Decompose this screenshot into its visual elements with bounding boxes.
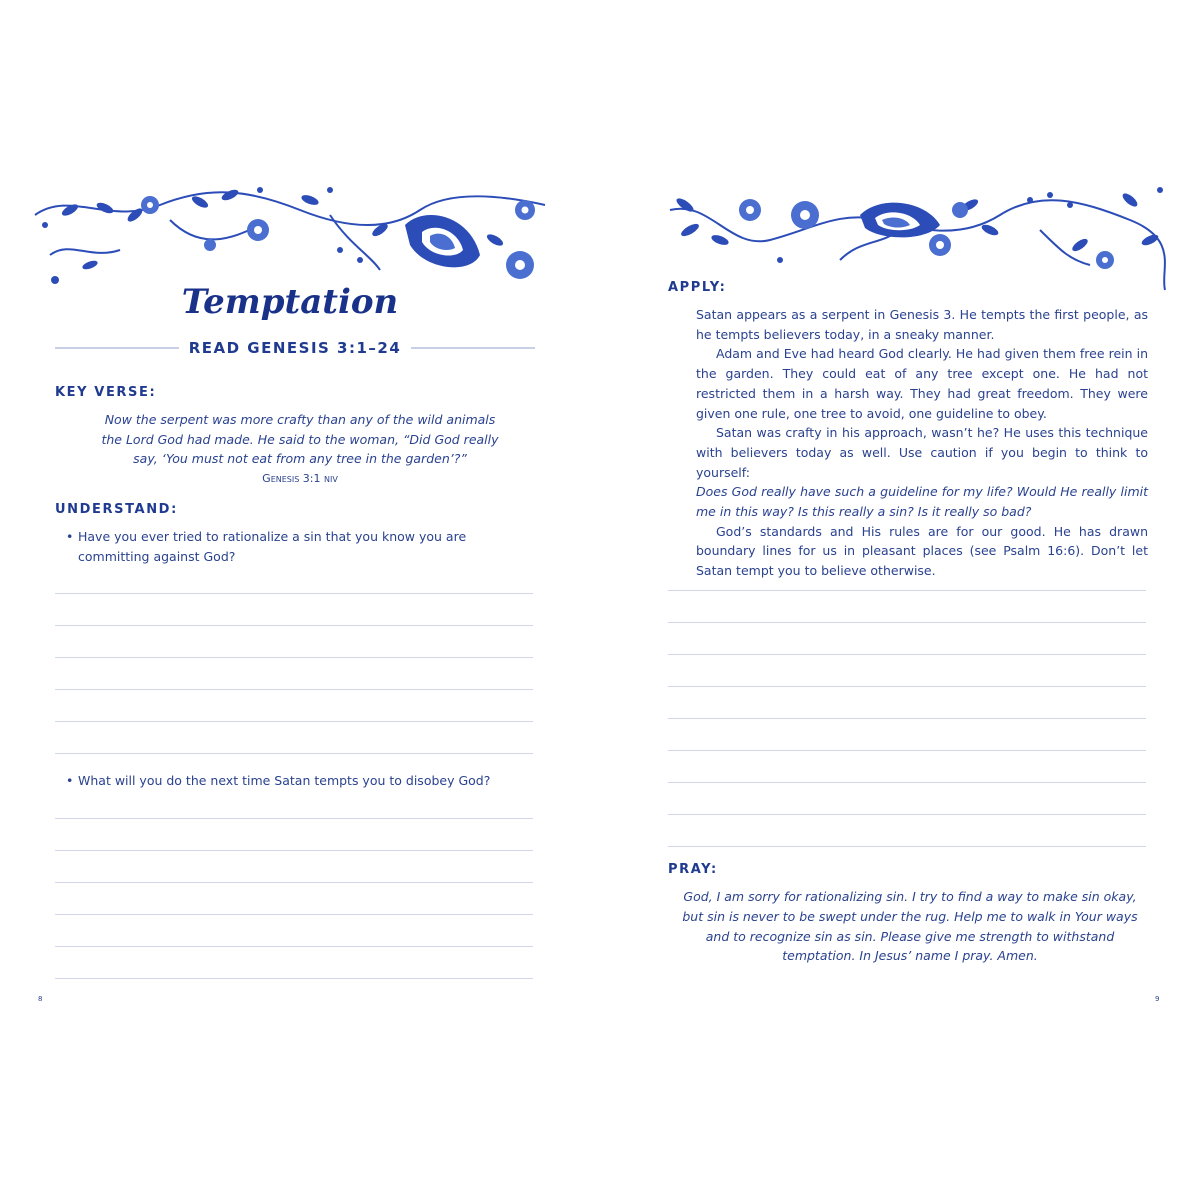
writing-line[interactable] [55,721,533,722]
key-verse-line: the Lord God had made. He said to the woman, “Did God really [101,431,499,447]
understand-heading: UNDERSTAND: [55,502,178,517]
apply-questions: Does God really have such a guideline for my life? Would He really limit me in this way? Is this really a sin? Is it really so bad? [696,484,1148,520]
writing-line[interactable] [668,846,1146,847]
writing-line[interactable] [668,814,1146,815]
writing-line[interactable] [55,978,533,979]
writing-line[interactable] [55,850,533,851]
key-verse-line: say, ‘You must not eat from any tree in the garden’?” [133,451,467,466]
key-verse-heading: KEY VERSE: [55,385,157,400]
question-text: Have you ever tried to rationalize a sin that you know you are committing against God? [78,529,467,564]
writing-line[interactable] [668,750,1146,751]
writing-line[interactable] [668,590,1146,591]
left-page [30,170,550,1010]
apply-paragraph: God’s standards and His rules are for our good. He has drawn boundary lines for us in pleasant places (see Psalm 16:6). Don’t let Satan tempt you to believe otherwise. [696,523,1148,579]
reading-label: READ GENESIS 3:1–24 [188,339,402,357]
writing-line[interactable] [55,946,533,947]
right-page [660,170,1180,1010]
writing-line[interactable] [55,657,533,658]
writing-line[interactable] [668,782,1146,783]
writing-line[interactable] [55,818,533,819]
apply-paragraph: Adam and Eve had heard God clearly. He had given them free rein in the garden. They could eat of any tree except one. He had not restricted them in a harsh way. They had great freedom. They were given one rule, one tree to avoid, one guideline to obey. [696,346,1148,421]
key-verse-text [90,410,510,469]
writing-line[interactable] [55,882,533,883]
divider [55,347,179,349]
writing-line[interactable] [55,689,533,690]
key-verse-line: Now the serpent was more crafty than any of the wild animals [104,412,496,427]
question-2: • What will you do the next time Satan tempts you to disobey God? [66,773,491,788]
writing-line[interactable] [668,686,1146,687]
writing-line[interactable] [668,718,1146,719]
prayer-text: God, I am sorry for rationalizing sin. I try to find a way to make sin okay, but sin is never to be swept under the rug. Help me to walk in Your ways and to recognize sin as sin. Please give me strength to withstand temptation. In Jesus’ name I pray. Amen. [682,889,1138,964]
apply-heading: APPLY: [668,280,727,295]
reading-assignment [55,338,535,358]
apply-paragraph: Satan appears as a serpent in Genesis 3. He tempts the first people, as he tempts believers today, in a sneaky manner. [696,307,1148,342]
key-verse-reference: Genesis 3:1 niv [262,472,338,485]
question-text: What will you do the next time Satan tempts you to disobey God? [78,773,491,788]
apply-paragraph: Satan was crafty in his approach, wasn’t he? He uses this technique with believers today as well. Use caution if you begin to think to yourself: [696,425,1148,480]
page-number: 9 [1155,995,1160,1003]
writing-line[interactable] [668,654,1146,655]
writing-line[interactable] [55,625,533,626]
divider [411,347,535,349]
floral-border-right [660,170,1180,305]
apply-text [696,305,1148,581]
writing-line[interactable] [668,622,1146,623]
question-1: • Have you ever tried to rationalize a sin that you know you are committing against God? [66,529,467,564]
pray-heading: PRAY: [668,862,718,877]
writing-line[interactable] [55,753,533,754]
writing-line[interactable] [55,914,533,915]
page-title: Temptation [181,282,399,322]
page-number: 8 [38,995,43,1003]
writing-line[interactable] [55,593,533,594]
